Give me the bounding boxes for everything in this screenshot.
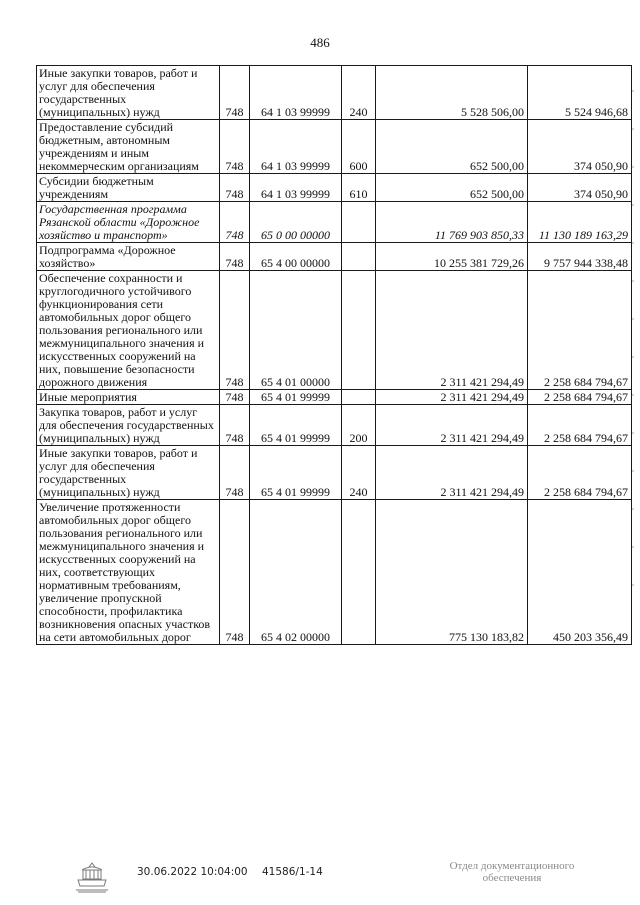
cell-target-article: 65 4 01 99999: [250, 405, 342, 446]
cell-amount-executed: 11 130 189 163,29: [528, 202, 632, 243]
cell-expense-type: [342, 500, 376, 645]
cell-ministry-code: 748: [220, 390, 250, 405]
cell-ministry-code: 748: [220, 446, 250, 500]
cell-target-article: 65 0 00 00000: [250, 202, 342, 243]
footer-timestamp: 30.06.2022 10:04:00: [137, 866, 248, 878]
coat-of-arms-seal-icon: [72, 860, 112, 894]
cell-expense-type: [342, 202, 376, 243]
cell-amount-executed: 450 203 356,49: [528, 500, 632, 645]
cell-ministry-code: 748: [220, 202, 250, 243]
cell-ministry-code: 748: [220, 174, 250, 202]
cell-item-name: Подпрограмма «Дорожное хозяйство»: [37, 243, 220, 271]
table-row: [37, 390, 632, 405]
scan-margin-marks: [632, 90, 634, 610]
cell-ministry-code: 748: [220, 243, 250, 271]
cell-amount-approved: 775 130 183,82: [376, 500, 528, 645]
cell-amount-executed: 9 757 944 338,48: [528, 243, 632, 271]
cell-expense-type: 240: [342, 66, 376, 120]
cell-item-name: Увеличение протяженности автомобильных дорог общего пользования регионального или межмуниципального значения и искусственных сооружений на них, соответствующих нормативным требованиям, увеличение пропускной способности, профилактика возникновения опасных участков на сети автомобильных дорог: [37, 500, 220, 645]
cell-expense-type: [342, 390, 376, 405]
table-row: [37, 271, 632, 390]
cell-amount-approved: 2 311 421 294,49: [376, 271, 528, 390]
cell-target-article: 65 4 01 99999: [250, 390, 342, 405]
cell-amount-approved: 10 255 381 729,26: [376, 243, 528, 271]
cell-target-article: 65 4 00 00000: [250, 243, 342, 271]
cell-ministry-code: 748: [220, 500, 250, 645]
cell-amount-approved: 652 500,00: [376, 174, 528, 202]
cell-expense-type: [342, 271, 376, 390]
cell-expense-type: 600: [342, 120, 376, 174]
cell-amount-approved: 11 769 903 850,33: [376, 202, 528, 243]
cell-item-name: Иные мероприятия: [37, 390, 220, 405]
table-row: [37, 174, 632, 202]
footer-document-number: 41586/1-14: [262, 866, 323, 878]
cell-amount-approved: 5 528 506,00: [376, 66, 528, 120]
cell-amount-approved: 2 311 421 294,49: [376, 446, 528, 500]
table-row: [37, 202, 632, 243]
page-footer: [0, 858, 640, 898]
table-row: [37, 66, 632, 120]
cell-expense-type: 240: [342, 446, 376, 500]
cell-item-name: Иные закупки товаров, работ и услуг для обеспечения государственных (муниципальных) нужд: [37, 66, 220, 120]
table-row: [37, 243, 632, 271]
budget-table-body: [37, 66, 632, 645]
cell-item-name: Закупка товаров, работ и услуг для обеспечения государственных (муниципальных) нужд: [37, 405, 220, 446]
cell-item-name: Предоставление субсидий бюджетным, автономным учреждениям и иным некоммерческим организациям: [37, 120, 220, 174]
cell-expense-type: [342, 243, 376, 271]
table-row: [37, 120, 632, 174]
cell-target-article: 64 1 03 99999: [250, 66, 342, 120]
cell-amount-executed: 2 258 684 794,67: [528, 405, 632, 446]
table-row: [37, 500, 632, 645]
cell-target-article: 65 4 01 99999: [250, 446, 342, 500]
cell-amount-approved: 2 311 421 294,49: [376, 405, 528, 446]
cell-item-name: Субсидии бюджетным учреждениям: [37, 174, 220, 202]
cell-item-name: Государственная программа Рязанской области «Дорожное хозяйство и транспорт»: [37, 202, 220, 243]
cell-ministry-code: 748: [220, 271, 250, 390]
cell-amount-executed: 5 524 946,68: [528, 66, 632, 120]
cell-item-name: Иные закупки товаров, работ и услуг для обеспечения государственных (муниципальных) нужд: [37, 446, 220, 500]
cell-item-name: Обеспечение сохранности и круглогодичного устойчивого функционирования сети автомобильных дорог общего пользования регионального или межмуниципального значения и искусственных сооружений на них, повышение безопасности дорожного движения: [37, 271, 220, 390]
cell-target-article: 65 4 02 00000: [250, 500, 342, 645]
cell-expense-type: 200: [342, 405, 376, 446]
cell-target-article: 64 1 03 99999: [250, 120, 342, 174]
table-row: [37, 446, 632, 500]
cell-expense-type: 610: [342, 174, 376, 202]
cell-ministry-code: 748: [220, 120, 250, 174]
cell-amount-executed: 374 050,90: [528, 174, 632, 202]
cell-target-article: 65 4 01 00000: [250, 271, 342, 390]
cell-amount-executed: 2 258 684 794,67: [528, 271, 632, 390]
cell-amount-executed: 2 258 684 794,67: [528, 390, 632, 405]
cell-amount-executed: 2 258 684 794,67: [528, 446, 632, 500]
cell-amount-approved: 652 500,00: [376, 120, 528, 174]
cell-amount-executed: 374 050,90: [528, 120, 632, 174]
table-row: [37, 405, 632, 446]
budget-table: [36, 65, 632, 645]
footer-department-stamp: Отдел документационного обеспечения: [449, 860, 575, 884]
cell-target-article: 64 1 03 99999: [250, 174, 342, 202]
cell-amount-approved: 2 311 421 294,49: [376, 390, 528, 405]
cell-ministry-code: 748: [220, 66, 250, 120]
cell-ministry-code: 748: [220, 405, 250, 446]
page-number: 486: [310, 35, 330, 50]
